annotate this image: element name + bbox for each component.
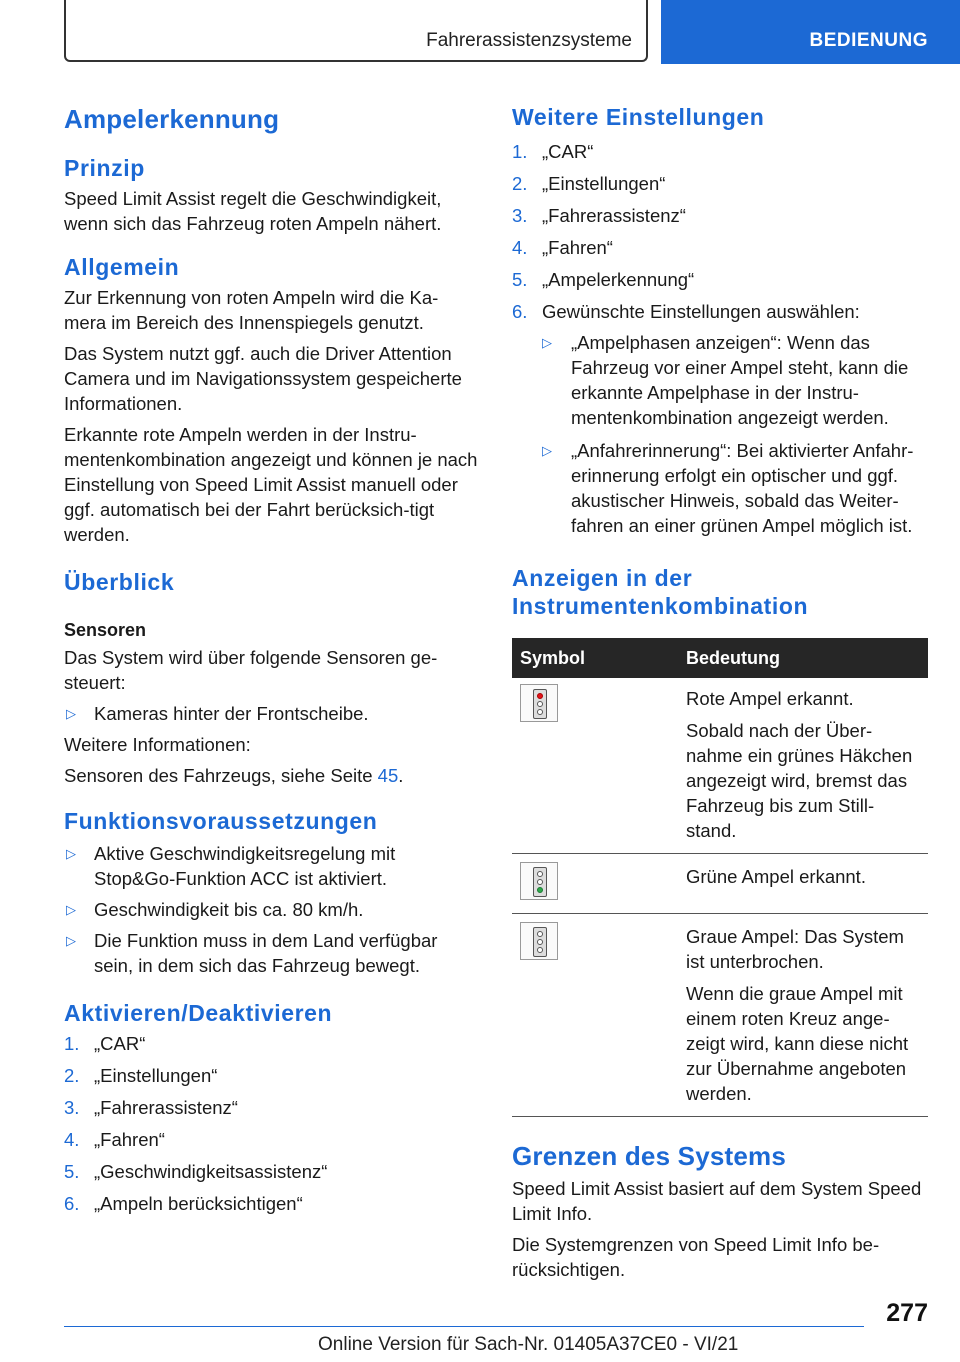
weitere-einstellungen-heading: Weitere Einstellungen [512, 104, 765, 130]
table-cell-symbol [512, 678, 678, 854]
grenzen-paragraph-1: Speed Limit Assist basiert auf dem System Speed Limit Info. [512, 1178, 922, 1224]
sensoren-bullet-text: Kameras hinter der Frontscheibe. [94, 703, 369, 724]
green-traffic-light-icon [520, 862, 558, 900]
aktivieren-heading: Aktivieren/Deaktivieren [64, 1000, 333, 1026]
step-text: „Fahrerassistenz“ [542, 205, 686, 226]
step-text: „Fahrerassistenz“ [94, 1097, 238, 1118]
step-text: „Fahren“ [542, 237, 613, 258]
step-number: 3. [512, 205, 528, 226]
anzeigen-heading-line-1: Anzeigen in der [512, 565, 693, 591]
table-row [512, 678, 928, 854]
bullet-triangle-icon: ▷ [66, 846, 76, 861]
allgemein-paragraph-3: Erkannte rote Ampeln werden in der Instru‐mentenkombination angezeigt und können je nach Einstellung von Speed Limit Assist manuell oder ggf. automatisch bei der Fahrt berücksich‐tigt werden. [64, 424, 478, 545]
table-header-symbol: Symbol [512, 638, 678, 678]
table-cell-symbol [512, 914, 678, 1117]
step-text: „CAR“ [542, 141, 594, 162]
list-item [64, 1063, 479, 1095]
grenzen-paragraph-2: Die Systemgrenzen von Speed Limit Info be‐rücksichtigen. [512, 1234, 880, 1280]
list-item [512, 235, 928, 267]
funktion-bullet-text: Aktive Geschwindigkeitsregelung mit Stop&Go-Funktion ACC ist aktiviert. [94, 843, 396, 889]
sensoren-reference [64, 763, 479, 788]
ueberblick-heading: Überblick [64, 569, 175, 595]
funktionsvoraussetzungen-heading: Funktionsvoraussetzungen [64, 808, 378, 834]
step-text: Gewünschte Einstellungen auswählen: [542, 301, 860, 322]
table-cell-text: Graue Ampel: Das System ist unterbrochen. [686, 926, 904, 972]
red-traffic-light-icon [520, 684, 558, 722]
step-text: „CAR“ [94, 1033, 146, 1054]
step-text: „Einstellungen“ [94, 1065, 218, 1086]
aktivieren-steps [64, 1031, 479, 1223]
sensoren-reference-end: . [398, 765, 404, 786]
step-number: 1. [512, 141, 528, 162]
step-text: „Ampelerkennung“ [542, 269, 695, 290]
prinzip-text: Speed Limit Assist regelt die Geschwindigkeit, wenn sich das Fahrzeug roten Ampeln nähert. [64, 188, 442, 234]
table-cell-bedeutung [678, 678, 928, 854]
weitere-informationen-label: Weitere Informationen: [64, 734, 251, 755]
list-item [512, 438, 928, 538]
bullet-triangle-icon: ▷ [542, 335, 552, 350]
symbol-table [512, 638, 928, 1117]
step-text: „Fahren“ [94, 1129, 165, 1150]
step-number: 4. [64, 1129, 80, 1150]
list-item [64, 897, 479, 922]
prinzip-heading: Prinzip [64, 155, 145, 181]
funktion-bullet-text: Geschwindigkeit bis ca. 80 km/h. [94, 899, 364, 920]
anzeigen-heading-line-2: Instrumentenkombination [512, 593, 809, 619]
table-cell-symbol [512, 854, 678, 914]
page-title: Ampelerkennung [64, 104, 280, 134]
sensoren-heading: Sensoren [64, 620, 147, 640]
step-number: 1. [64, 1033, 80, 1054]
header-chapter-tab [661, 0, 960, 64]
step-number: 4. [512, 237, 528, 258]
list-item [64, 1159, 479, 1191]
list-item [512, 139, 928, 171]
step-number: 2. [64, 1065, 80, 1086]
list-item [512, 330, 928, 430]
header-section-title: Fahrerassistenzsysteme [426, 30, 632, 51]
bullet-triangle-icon: ▷ [66, 933, 76, 948]
table-row [512, 914, 928, 1117]
step-number: 6. [64, 1193, 80, 1214]
bullet-triangle-icon: ▷ [66, 902, 76, 917]
grey-traffic-light-icon [520, 922, 558, 960]
table-cell-text: Sobald nach der Über‐nahme ein grünes Häkchen angezeigt wird, bremst das Fahrzeug bis zum Still‐stand. [686, 720, 913, 841]
sensoren-text: Das System wird über folgende Sensoren ge‐steuert: [64, 647, 438, 693]
grenzen-heading: Grenzen des Systems [512, 1141, 787, 1171]
left-column [64, 100, 479, 1223]
list-item [64, 928, 479, 978]
sub-bullet-text: „Ampelphasen anzeigen“: Wenn das Fahrzeug vor einer Ampel steht, kann die erkannte Ampelphase in der Instru‐mentenkombination angezeigt werden. [571, 332, 909, 428]
allgemein-heading: Allgemein [64, 254, 180, 280]
list-item [512, 171, 928, 203]
weitere-steps [512, 139, 928, 324]
list-item [512, 299, 928, 324]
step-number: 6. [512, 301, 528, 322]
sensoren-bullet [64, 701, 479, 726]
step-number: 2. [512, 173, 528, 194]
bullet-triangle-icon: ▷ [66, 706, 76, 721]
table-cell-bedeutung [678, 854, 928, 914]
list-item [64, 1031, 479, 1063]
table-row [512, 854, 928, 914]
step-text: „Einstellungen“ [542, 173, 666, 194]
list-item [64, 1095, 479, 1127]
table-cell-bedeutung [678, 914, 928, 1117]
step-number: 3. [64, 1097, 80, 1118]
page-link-45[interactable]: 45 [377, 765, 399, 786]
anzeigen-heading [512, 564, 928, 620]
footer-divider [64, 1326, 864, 1327]
funktion-bullet-text: Die Funktion muss in dem Land verfügbar sein, in dem sich das Fahrzeug bewegt. [94, 930, 438, 976]
bullet-triangle-icon: ▷ [542, 443, 552, 458]
step-text: „Geschwindigkeitsassistenz“ [94, 1161, 328, 1182]
right-column [512, 100, 928, 1282]
list-item [512, 267, 928, 299]
table-cell-text: Wenn die graue Ampel mit einem roten Kreuz ange‐zeigt wird, kann diese nicht zur Übernahme angeboten werden. [686, 983, 909, 1104]
step-number: 5. [64, 1161, 80, 1182]
sub-bullet-text: „Anfahrerinnerung“: Bei aktivierter Anfahr‐erinnerung erfolgt ein optischer und ggf. akustischer Hinweis, sobald das Weiter‐fahren an einer grünen Ampel möglich ist. [571, 440, 914, 536]
allgemein-paragraph-2: Das System nutzt ggf. auch die Driver Attention Camera und im Navigationssystem gespeicherte Informationen. [64, 343, 462, 414]
list-item [64, 1127, 479, 1159]
list-item [64, 1191, 479, 1223]
table-header-bedeutung: Bedeutung [678, 638, 928, 678]
step-text: „Ampeln berücksichtigen“ [94, 1193, 303, 1214]
footer-text: Online Version für Sach-Nr. 01405A37CE0 - VI/21 [318, 1334, 739, 1355]
page-number: 277 [886, 1299, 928, 1327]
list-item [512, 203, 928, 235]
table-cell-text: Grüne Ampel erkannt. [686, 866, 866, 887]
allgemein-paragraph-1: Zur Erkennung von roten Ampeln wird die Ka‐mera im Bereich des Innenspiegels genutzt. [64, 287, 439, 333]
header-section-box [64, 0, 648, 62]
step-number: 5. [512, 269, 528, 290]
list-item [64, 841, 479, 891]
sensoren-reference-text: Sensoren des Fahrzeugs, siehe Seite [64, 765, 378, 786]
table-cell-text: Rote Ampel erkannt. [686, 688, 854, 709]
header-chapter-title: BEDIENUNG [809, 30, 928, 51]
